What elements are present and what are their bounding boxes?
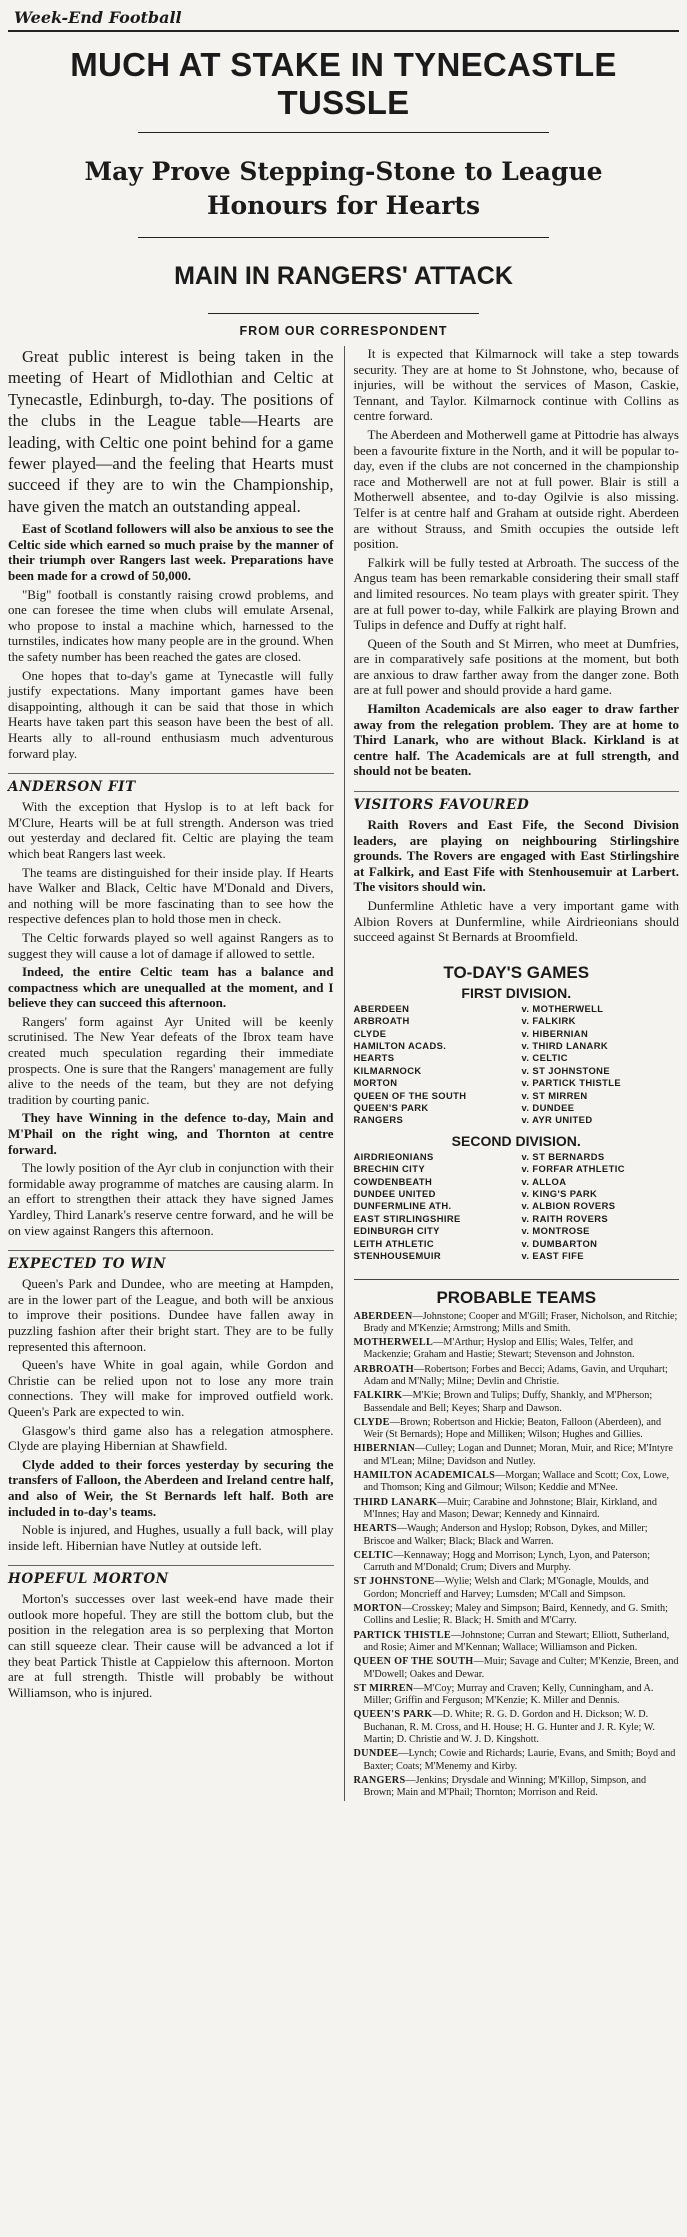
team-players: —M'Arthur; Hyslop and Ellis; Wales, Telfer, and Mackenzie; Graham and Hastie; Stewart; Stevenson and Johnston. [363,1337,635,1361]
team-lineup [354,1709,680,1746]
headline-line-1: MUCH AT STAKE IN TYNECASTLE [70,46,617,83]
fixture-row [354,1077,680,1089]
team-players: —Johnstone; Curran and Stewart; Elliott, Sutherland, and Rosie; Aimer and M'Kennan; Wallace; Williamson and Picken. [363,1629,670,1653]
fixture-away-team: v. MOTHERWELL [521,1002,604,1014]
subheadline-line-2: Honours for Hearts [206,191,481,220]
fixture-away-team: v. HIBERNIAN [521,1027,589,1039]
article-paragraph: They have Winning in the defence to-day, Main and M'Phail on the right wing, and Thornton at centre forward. [8,1110,334,1157]
right-column [344,346,680,1801]
secondary-rule [208,313,479,314]
fixture-away-team: v. THIRD LANARK [521,1040,609,1051]
team-lineup [354,1656,680,1681]
article-paragraph: Raith Rovers and East Fife, the Second Division leaders, are playing on neighbouring Stirlingshire grounds. The Rovers are engaged with East Stirlingshire at Falkirk, and East Fife with Stenhousemuir at Larbert. The visitors should win. [353,817,679,895]
fixture-row [354,1151,680,1163]
team-players: —Morgan; Wallace and Scott; Cox, Lowe, and Thomson; King and Gilmour; Wilson; Keddie and M'Nee. [363,1470,670,1494]
headline-rule [138,132,549,133]
second-division-title: SECOND DIVISION. [451,1132,581,1149]
team-name: HAMILTON ACADEMICALS [353,1470,496,1482]
fixture-home-team: STENHOUSEMUIR [353,1250,441,1262]
fixture-away-team: v. RAITH ROVERS [521,1212,609,1224]
section-heading: ANDERSON FIT [8,773,334,795]
fixture-home-team: ABERDEEN [353,1002,410,1014]
fixture-row [354,1102,680,1114]
article-paragraph: Queen of the South and St Mirren, who meet at Dumfries, are in comparatively safe positions at the moment, but both are anxious to draw farther away from the danger zone. Both are at full power and should provide a hard game. [353,635,679,698]
article-paragraph: It is expected that Kilmarnock will take a step towards security. They are at home to St Johnstone, who, because of injuries, will be without the services of Mason, Caskie, Tennant, and Taylor. Kilmarnock continue with Collins as centre forward. [353,346,679,424]
section-heading: VISITORS FAVOURED [354,791,680,813]
team-players: —Wylie; Welsh and Clark; M'Gonagle, Moulds, and Gordon; Moncrieff and Harvey; Lumsden; M'Call and Simpson. [363,1576,649,1600]
fixture-home-team: QUEEN'S PARK [353,1102,429,1114]
fixture-row [354,1040,680,1052]
team-lineup [354,1576,680,1601]
first-division-fixtures [354,1003,680,1127]
fixture-home-team: ARBROATH [353,1015,410,1027]
team-name: MORTON [353,1603,402,1615]
fixture-home-team: KILMARNOCK [353,1064,422,1076]
team-players: —M'Coy; Murray and Craven; Kelly, Cunningham, and A. Miller; Griffin and Ferguson; M'Kenzie; K. Miller and Dennis. [363,1682,654,1707]
team-name: HEARTS [353,1523,397,1535]
fixture-row [354,1028,680,1040]
article-paragraph: With the exception that Hyslop is to at left back for M'Clure, Hearts will be at full strength. Anderson was tried out yesterday and declared fit. Celtic are playing the team which beat Rangers last week. [8,799,334,861]
fixture-home-team: COWDENBEATH [353,1175,433,1187]
article-paragraph: Glasgow's third game also has a relegation atmosphere. Clyde are playing Hibernian at Shawfield. [8,1422,334,1454]
fixture-home-team: LEITH ATHLETIC [353,1237,435,1249]
article-columns [8,346,679,1801]
fixture-away-team: v. ALLOA [521,1175,567,1187]
fixture-row [354,1163,680,1175]
article-paragraph: Clyde added to their forces yesterday by securing the transfers of Falloon, the Aberdeen and Ireland centre half, and also of Weir, the St Bernards left half. Both are included in to-day's teams. [8,1456,334,1519]
article-paragraph: Hamilton Academicals are also eager to draw farther away from the relegation problem. They are at home to Third Lanark, who are without Black. Kirkland is at centre half. The Academicals are at full strength, and should not be beaten. [353,701,679,779]
subheadline-line-1: May Prove Stepping-Stone to League [84,157,603,186]
fixture-row [354,1052,680,1064]
team-lineup [354,1443,680,1468]
fixture-away-team: v. ST BERNARDS [521,1150,605,1162]
headline-line-2: TUSSLE [277,84,410,121]
fixture-home-team: RANGERS [353,1114,404,1126]
team-players: —Johnstone; Cooper and M'Gill; Fraser, Nicholson, and Ritchie; Brady and M'Kenzie; Armstrong; Mills and Smith. [363,1310,678,1334]
team-players: —Kennaway; Hogg and Morrison; Lynch, Lyon, and Paterson; Carruth and M'Donald; Crum; Divers and Murphy. [363,1549,651,1574]
team-name: ARBROATH [353,1363,415,1375]
team-name: MOTHERWELL [353,1337,434,1349]
team-name: ST JOHNSTONE [353,1576,435,1588]
team-players: —Waugh; Anderson and Hyslop; Robson, Dykes, and Miller; Briscoe and Walker; Black; Black and Warren. [363,1523,648,1547]
article-paragraph: The Aberdeen and Motherwell game at Pittodrie has always been a favourite fixture in the North, and it will be popular to-day, even if the clubs are not concerned in the championship race and Motherwell are not at full power. Blair is still a Motherwell absentee, and to-day Ogilvie is also missing. Telfer is at centre half and Graham at outside right. Aberdeen are without Strauss, and Smith occupies the outside left position. [353,426,679,552]
team-name: DUNDEE [353,1748,399,1760]
team-players: —M'Kie; Brown and Tulips; Duffy, Shankly, and M'Pherson; Bassendale and Bell; Keyes; Sharp and Dawson. [363,1390,653,1414]
article-paragraph: Noble is injured, and Hughes, usually a full back, will play inside left. Hibernian have Nutley at outside left. [8,1522,334,1553]
team-lineup [354,1417,680,1442]
article-paragraph: The Celtic forwards played so well against Rangers as to suggest they will cause a lot of damage if allowed to settle. [8,929,334,961]
fixture-row [354,1090,680,1102]
article-paragraph: Queen's Park and Dundee, who are meeting at Hampden, are in the lower part of the League, and both will be anxious to improve their positions. Dundee have fallen away in puzzling fashion after their bright start. They are to be fully represented this afternoon. [8,1276,334,1354]
article-paragraph: One hopes that to-day's game at Tynecastle will fully justify expectations. Many important games have been disappointing, although it can be said that those in which Hearts have taken part this season have been the best of all. Hearts ally to all-round enthusiasm much adventurous forward play. [8,667,334,761]
fixture-away-team: v. CELTIC [521,1052,568,1064]
main-headline [8,46,679,122]
fixture-home-team: EAST STIRLINGSHIRE [353,1212,461,1224]
team-name: RANGERS [353,1774,406,1786]
team-lineup [354,1748,680,1773]
article-paragraph: Rangers' form against Ayr United will be keenly scrutinised. The New Year defeats of the Ibrox team have created much speculation regarding their immediate prospects. One is sure that the Rangers' management are fully alive to the needs of the team, but they are not defying tradition by courting panic. [8,1013,334,1107]
fixture-row [354,1225,680,1237]
team-players: —Lynch; Cowie and Richards; Laurie, Evans, and Smith; Boyd and Baxter; Coats; M'Menemy and Kirby. [363,1748,676,1772]
second-division-fixtures [354,1151,680,1263]
team-players: —Muir; Savage and Culter; M'Kenzie, Breen, and M'Dowell; Oakes and Dewar. [363,1656,679,1680]
team-lineup [354,1470,680,1495]
subheadline-rule [138,237,549,238]
team-name: ABERDEEN [353,1310,413,1322]
article-paragraph: The lowly position of the Ayr club in conjunction with their formidable away programme of matches are causing alarm. In an effort to strengthen their attack they have signed James Yardley, Third Lanark's reserve centre forward, and he will be on view against Rangers this afternoon. [8,1160,334,1238]
fixture-row [354,1213,680,1225]
team-lineup [354,1337,680,1362]
fixture-row [354,1003,680,1015]
fixture-away-team: v. FORFAR ATHLETIC [521,1163,625,1175]
team-lineup [354,1683,680,1708]
fixture-home-team: DUNFERMLINE ATH. [353,1200,452,1212]
fixture-home-team: BRECHIN CITY [353,1163,425,1175]
games-title: TO-DAY'S GAMES [443,962,590,982]
team-lineup [354,1550,680,1575]
fixture-row [354,1065,680,1077]
team-name: CELTIC [353,1549,394,1561]
fixture-row [354,1200,680,1212]
fixture-away-team: v. ST MIRREN [521,1089,588,1101]
team-lineup [354,1523,680,1548]
byline: FROM OUR CORRESPONDENT [239,324,448,338]
fixture-away-team: v. DUNDEE [521,1102,575,1114]
fixture-away-team: v. ST JOHNSTONE [521,1064,610,1076]
team-lineup [354,1311,680,1336]
team-players: —Crosskey; Maley and Simpson; Baird, Kennedy, and G. Smith; Collins and Leslie; R. Black; H. Smith and M'Carry. [363,1603,668,1627]
team-name: FALKIRK [353,1390,403,1402]
team-lineup [354,1630,680,1655]
lead-paragraph: Great public interest is being taken in the meeting of Heart of Midlothian and Celtic at Tynecastle, Edinburgh, to-day. The positions of the clubs in the League table—Hearts are leading, with Celtic one point behind for a game fewer played—and the feeling that Hearts must succeed if they are to win the Championship, have given the match an outstanding appeal. [8,347,334,516]
section-heading: HOPEFUL MORTON [8,1565,334,1587]
article-paragraph: Queen's have Whitе in goal again, while Gordon and Christie can be relied upon not to lose any more train connections. They will make for improved outfield work. Queen's Park are expected to win. [8,1357,334,1419]
article-paragraph: Indeed, the entire Celtic team has a balance and compactness which are unequalled at the moment, and I believe they can succeed this afternoon. [8,964,334,1011]
fixture-home-team: AIRDRIEONIANS [353,1150,434,1162]
article-paragraph: Falkirk will be fully tested at Arbroath. The success of the Angus team has been remarkable considering their small staff and limited resources. No team plays with greater spirit. They are at full power to-day, while Falkirk are playing Brown and Tulips in defence and Duffy at right half. [353,554,679,633]
team-lineup [354,1603,680,1628]
fixture-away-team: v. DUMBARTON [521,1237,598,1249]
team-name: THIRD LANARK [353,1496,438,1508]
fixture-home-team: HEARTS [353,1052,395,1064]
fixture-away-team: v. ALBION ROVERS [521,1200,616,1212]
section-heading: EXPECTED TO WIN [8,1250,334,1272]
fixture-row [354,1238,680,1250]
team-players: —Muir; Carabine and Johnstone; Blair, Kirkland, and M'Innes; Hay and Mason; Dewar; Kennedy and Kinnaird. [363,1496,657,1520]
article-paragraph: "Big" football is constantly raising crowd problems, and one can foresee the time when clubs will emulate Arsenal, who propose to instal a machine which, harnessed to the turnstiles, indicates how many people are in the ground. When the safety number has been reached the gates are closed. [8,586,334,664]
team-players: —D. White; R. G. D. Gordon and H. Dickson; W. D. Buchanan, R. M. Cross, and H. House; H. G. Hunter and J. R. Kyle; W. Martin; D. Christie and W. J. D. Kingshott. [363,1709,655,1745]
team-name: CLYDE [353,1416,390,1428]
fixture-row [354,1114,680,1126]
fixture-home-team: CLYDE [353,1027,387,1039]
secondary-headline: MAIN IN RANGERS' ATTACK [174,262,513,290]
fixture-away-team: v. PARTICK THISTLE [521,1077,622,1089]
fixture-home-team: EDINBURGH CITY [353,1225,440,1237]
fixture-home-team: HAMILTON ACADS. [353,1040,447,1051]
article-paragraph: The teams are distinguished for their inside play. If Hearts have Walker and Black, Celtic have M'Donald and Divers, and nothing will be more fascinating than to see how the respective defences plan to hold those men in check. [8,864,334,927]
section-kicker: Week-End Football [8,6,679,32]
probable-teams-title: PROBABLE TEAMS [354,1279,680,1308]
fixture-row [354,1015,680,1027]
team-lineup [354,1390,680,1415]
fixture-row [354,1188,680,1200]
team-players: —Culley; Logan and Dunnet; Moran, Muir, and Rice; M'Intyre and M'Lean; Milne; Davidson and Nutley. [363,1443,673,1467]
team-name: ST MIRREN [353,1682,414,1694]
fixture-row [354,1250,680,1262]
team-name: QUEEN OF THE SOUTH [353,1656,474,1668]
fixture-home-team: DUNDEE UNITED [353,1188,436,1200]
article-paragraph: Dunfermline Athletic have a very important game with Albion Rovers at Dunfermline, while Airdrieonians should succeed against St Bernards at Broomfield. [353,898,679,945]
fixture-away-team: v. MONTROSE [521,1225,590,1237]
team-lineup [354,1775,680,1800]
newspaper-page [8,0,679,1801]
team-players: —Jenkins; Drysdale and Winning; M'Killop, Simpson, and Brown; Main and M'Phail; Thornton; Morrison and Reid. [363,1774,647,1799]
fixture-away-team: v. AYR UNITED [521,1114,593,1126]
subheadline [8,155,679,223]
left-column [8,346,334,1801]
first-division-title: FIRST DIVISION. [461,984,572,1001]
team-name: HIBERNIAN [353,1443,416,1455]
fixture-home-team: MORTON [353,1077,398,1089]
article-paragraph: Morton's successes over last week-end have made their outlook more hopeful. They are still the bottom club, but the position in the relegation area is so perplexing that Morton can still squeeze clear. Their cause will be advanced a lot if they beat Partick Thistle at Cappielow this afternoon. Morton are at full strength. Thistle will probably be without Williamson, who is injured. [8,1591,334,1700]
fixture-away-team: v. EAST FIFE [521,1250,584,1262]
fixture-row [354,1176,680,1188]
fixture-away-team: v. KING'S PARK [521,1188,598,1200]
probable-teams-list [354,1311,680,1800]
team-name: QUEEN'S PARK [353,1709,433,1721]
team-players: —Robertson; Forbes and Becci; Adams, Gavin, and Urquhart; Adam and M'Nally; Milne; Devlin and Christie. [363,1363,668,1387]
team-lineup [354,1497,680,1522]
team-name: PARTICK THISTLE [353,1629,451,1641]
article-paragraph: East of Scotland followers will also be anxious to see the Celtic side which earned so much praise by the manner of their triumph over Rangers last week. Preparations have been made for a crowd of 50,000. [8,521,334,584]
fixture-away-team: v. FALKIRK [521,1015,576,1027]
fixture-home-team: QUEEN OF THE SOUTH [353,1089,467,1101]
team-players: —Brown; Robertson and Hickie; Beaton, Falloon (Aberdeen), and Weir (St Bernards); Hope and Milliken; Wilson; Hughes and Gillies. [363,1416,662,1441]
team-lineup [354,1364,680,1389]
